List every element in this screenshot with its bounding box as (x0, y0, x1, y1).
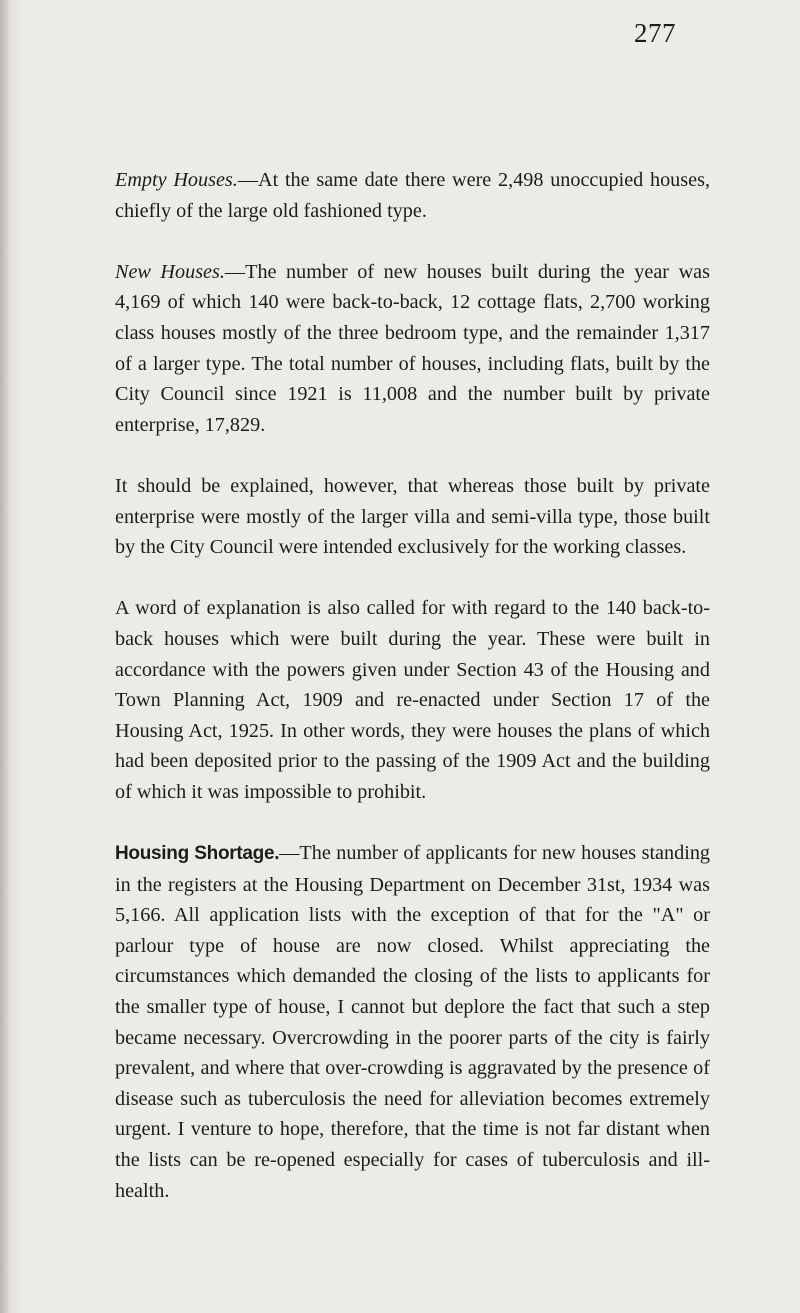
binding-gutter-shadow (0, 0, 10, 1313)
paragraph-text: —At the same date there were 2,498 unoccupied houses, chiefly of the large old fashioned type. (115, 169, 710, 222)
paragraph-explained (115, 471, 710, 563)
paragraph-text: A word of explanation is also called for with regard to the 140 back-to-back houses which were built during the year. These were built in accordance with the powers given under Section 43 of the Housing and Town Planning Act, 1909 and re-enacted under Section 17 of the Housing Act, 1925. In other words, they were houses the plans of which had been deposited prior to the passing of the 1909 Act and the building of which it was impossible to prohibit. (115, 597, 710, 803)
paragraph-heading: New Houses. (115, 260, 225, 283)
paragraph-empty-houses (115, 165, 710, 226)
paragraph-heading: Empty Houses. (115, 169, 238, 191)
paragraph-text: —The number of applicants for new houses standing in the registers at the Housing Department on December 31st, 1934 was 5,166. All application lists with the exception of that for the "A" or parlour type of house are now closed. Whilst appreciating the circumstances which demanded the closing of the lists to applicants for the smaller type of house, I cannot but deplore the fact that such a step became necessary. Overcrowding in the poorer parts of the city is fairly prevalent, and where that over-crowding is aggravated by the presence of disease such as tuberculosis the need for alleviation becomes extremely urgent. I venture to hope, therefore, that the time is not far distant when the lists can be re-opened especially for cases of tuberculosis and ill-health. (115, 842, 711, 1202)
page-number: 277 (634, 18, 676, 48)
body-text (115, 165, 710, 1237)
paragraph-housing-shortage (115, 838, 710, 1206)
paragraph-new-houses (115, 257, 710, 441)
paragraph-text: —The number of new houses built during the year was 4,169 of which 140 were back-to-back, 12 cottage flats, 2,700 working class houses mostly of the three bedroom type, and the remainder 1,317 of a larger type. The total number of houses, including flats, built by the City Council since 1921 is 11,008 and the number built by private enterprise, 17,829. (115, 260, 710, 436)
paragraph-text: It should be explained, however, that whereas those built by private enterprise were mostly of the larger villa and semi-villa type, those built by the City Council were intended exclusively for the working classes. (115, 474, 710, 559)
paragraph-heading: Housing Shortage. (115, 843, 280, 865)
paragraph-back-to-back (115, 593, 710, 807)
